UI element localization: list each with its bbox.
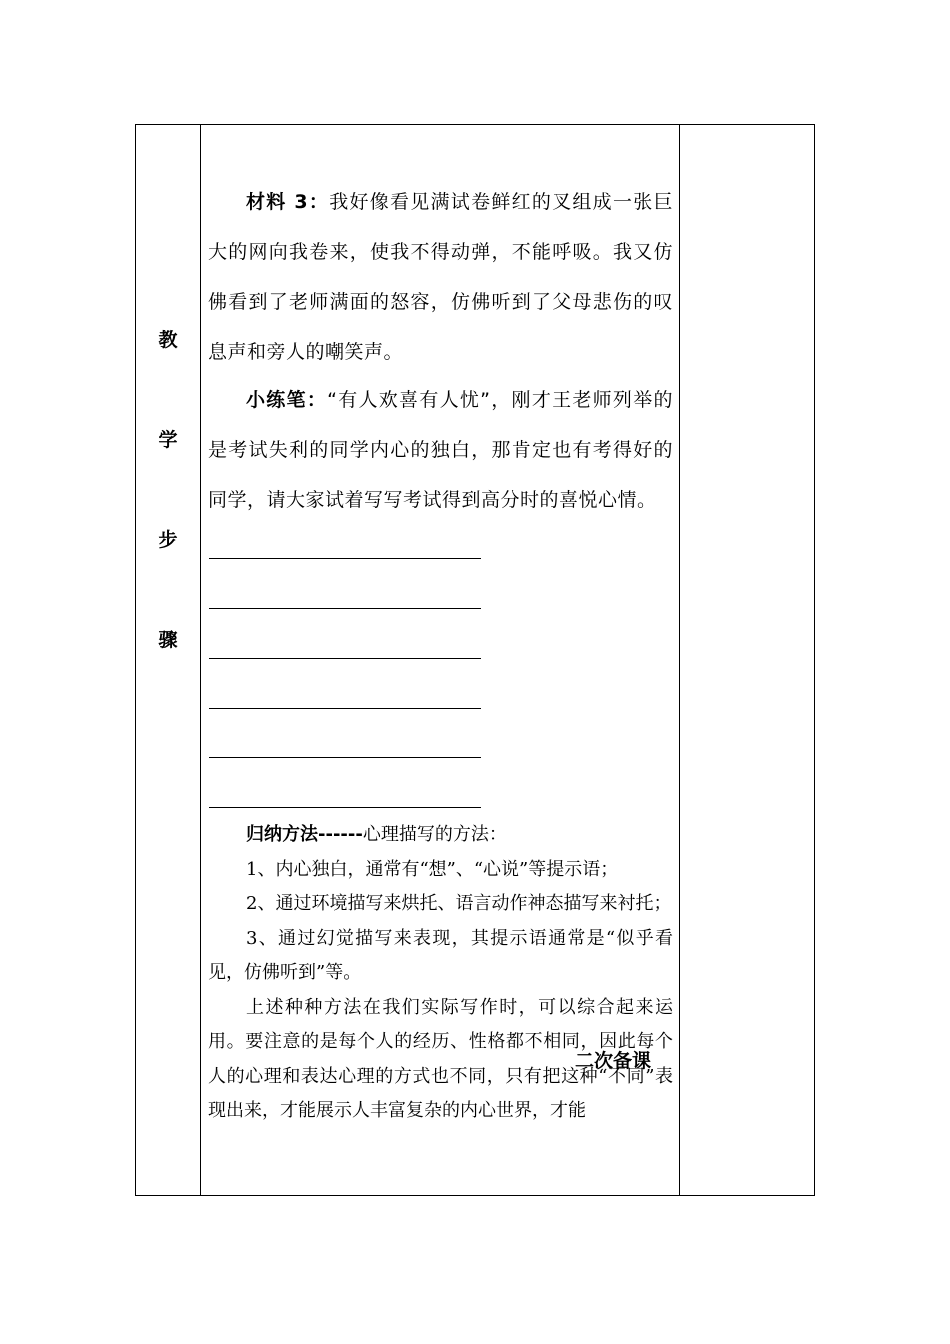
writing-blank-line: [209, 708, 481, 709]
writing-blank-line: [209, 608, 481, 609]
summary-item: 3、通过幻觉描写来表现，其提示语通常是“似乎看见，仿佛听到”等。: [208, 927, 673, 983]
material-3-block: [208, 177, 673, 377]
column-divider-right: [679, 125, 680, 1195]
summary-item: 2、通过环境描写来烘托、语言动作神态描写来衬托；: [246, 893, 672, 914]
side-label-char: 教: [158, 329, 178, 351]
practice-paragraph: [208, 375, 673, 525]
summary-title-bold: 归纳方法------: [246, 824, 363, 845]
material-3-paragraph: [208, 177, 673, 377]
material-3-text: 我好像看见满试卷鲜红的叉组成一张巨大的网向我卷来，使我不得动弹，不能呼吸。我又仿佛看到了老师满面的怒容，仿佛听到了父母悲伤的叹息声和旁人的嘲笑声。: [208, 191, 673, 363]
column-divider-left: [200, 125, 201, 1195]
writing-blank-line: [209, 658, 481, 659]
summary-title: [208, 818, 673, 853]
summary-paragraph: 上述种种方法在我们实际写作时，可以综合起来运用。要注意的是每个人的经历、性格都不相同，因此每个人的心理和表达心理的方式也不同，只有把这种“不同”表现出来，才能展示人丰富复杂的内心世界，才能: [208, 996, 673, 1121]
side-label-char: 骤: [158, 629, 178, 651]
side-label-char: 学: [158, 429, 178, 451]
writing-blank-line: [209, 757, 481, 758]
side-label-char: 步: [158, 529, 178, 551]
practice-text: “有人欢喜有人忧”，刚才王老师列举的是考试失利的同学内心的独白，那肯定也有考得好的同学，请大家试着写写考试得到高分时的喜悦心情。: [208, 389, 673, 511]
summary-item: 1、内心独白，通常有“想”、“心说”等提示语；: [246, 858, 619, 880]
writing-blank-line: [209, 807, 481, 808]
summary-block: [208, 818, 673, 1129]
practice-label: 小练笔：: [246, 389, 328, 411]
summary-title-rest: 心理描写的方法：: [362, 824, 507, 845]
lesson-table: [135, 124, 815, 1196]
writing-blank-line: [209, 558, 481, 559]
practice-block: [208, 375, 673, 525]
second-preparation-label: 二次备课: [575, 1050, 652, 1072]
material-3-label: 材料 3：: [246, 191, 330, 213]
